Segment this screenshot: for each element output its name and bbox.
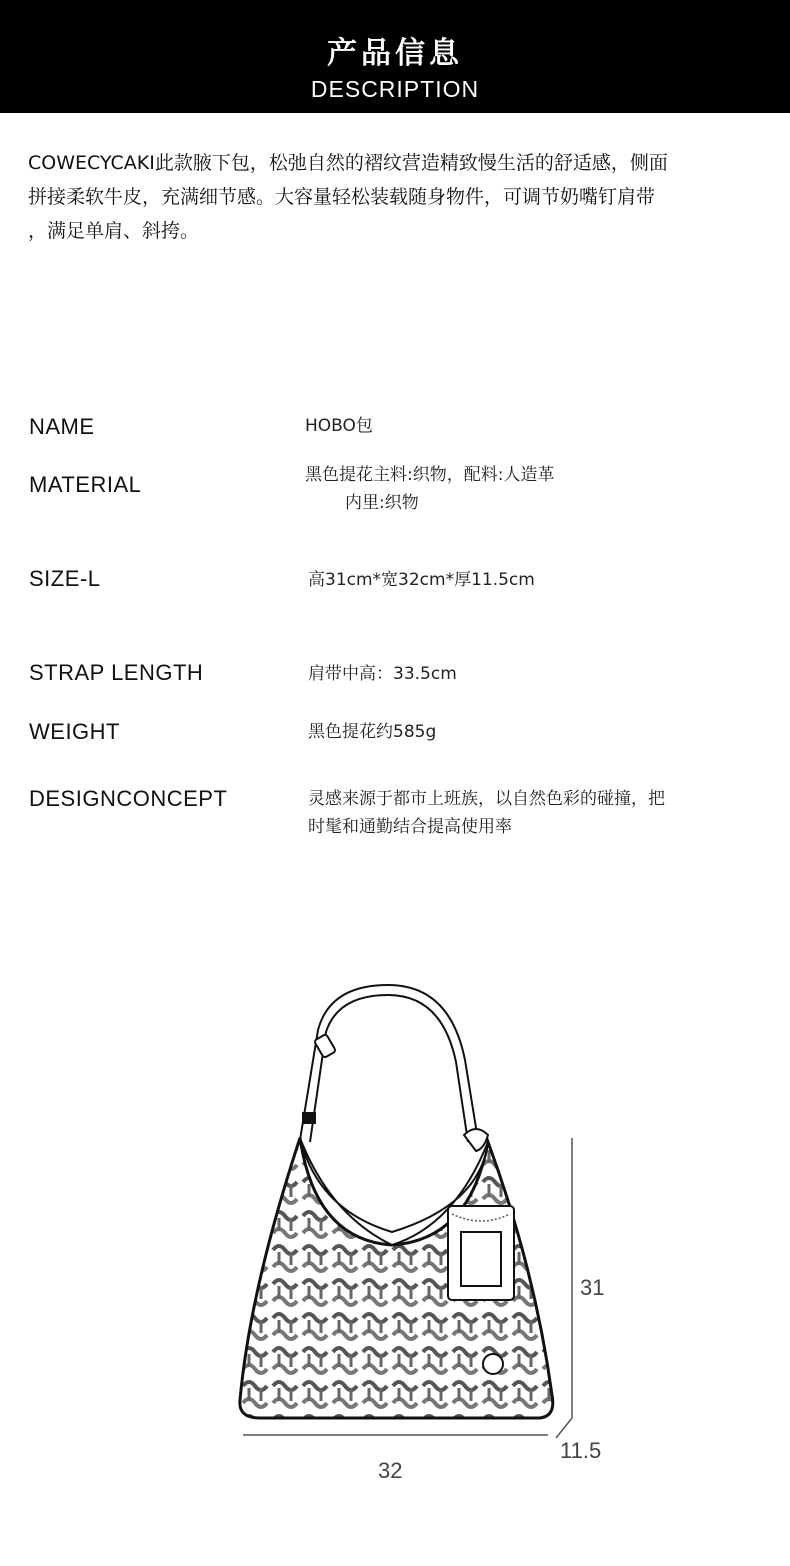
- dimension-height: 31: [580, 1275, 605, 1300]
- spec-label-weight: WEIGHT: [29, 719, 120, 744]
- dimension-depth: 11.5: [560, 1438, 602, 1463]
- spec-value-weight: 黑色提花约585g: [308, 722, 437, 742]
- header-title-zh: 产品信息: [327, 36, 463, 71]
- header-banner: [0, 0, 790, 113]
- spec-label-size: SIZE-L: [29, 566, 101, 591]
- spec-value-name: HOBO包: [305, 416, 373, 436]
- spec-value-design-concept-2: 时髦和通勤结合提高使用率: [308, 817, 512, 837]
- description-line: 拼接柔软牛皮，充满细节感。大容量轻松装载随身物件，可调节奶嘴钉肩带: [28, 186, 656, 208]
- spec-label-strap-length: STRAP LENGTH: [29, 660, 204, 685]
- spec-value-material: 黑色提花主料:织物，配料:人造革: [305, 465, 555, 485]
- description-line: ，满足单肩、斜挎。: [28, 220, 200, 242]
- description-line: COWECYCAKI此款腋下包，松弛自然的褶纹营造精致慢生活的舒适感，侧面: [28, 152, 668, 174]
- product-description: [28, 146, 768, 248]
- spec-value-design-concept: 灵感来源于都市上班族，以自然色彩的碰撞，把: [308, 789, 665, 809]
- spec-value-material-lining: 内里:织物: [345, 493, 419, 513]
- spec-label-name: NAME: [29, 414, 95, 439]
- spec-value-size: 高31cm*宽32cm*厚11.5cm: [308, 570, 535, 590]
- header-title-en: DESCRIPTION: [310, 76, 480, 102]
- spec-value-strap-length: 肩带中高：33.5cm: [308, 664, 457, 684]
- dimension-width: 32: [378, 1458, 403, 1483]
- spec-label-material: MATERIAL: [29, 472, 142, 497]
- bag-illustration: [0, 970, 790, 1490]
- spec-label-design-concept: DESIGNCONCEPT: [29, 786, 228, 811]
